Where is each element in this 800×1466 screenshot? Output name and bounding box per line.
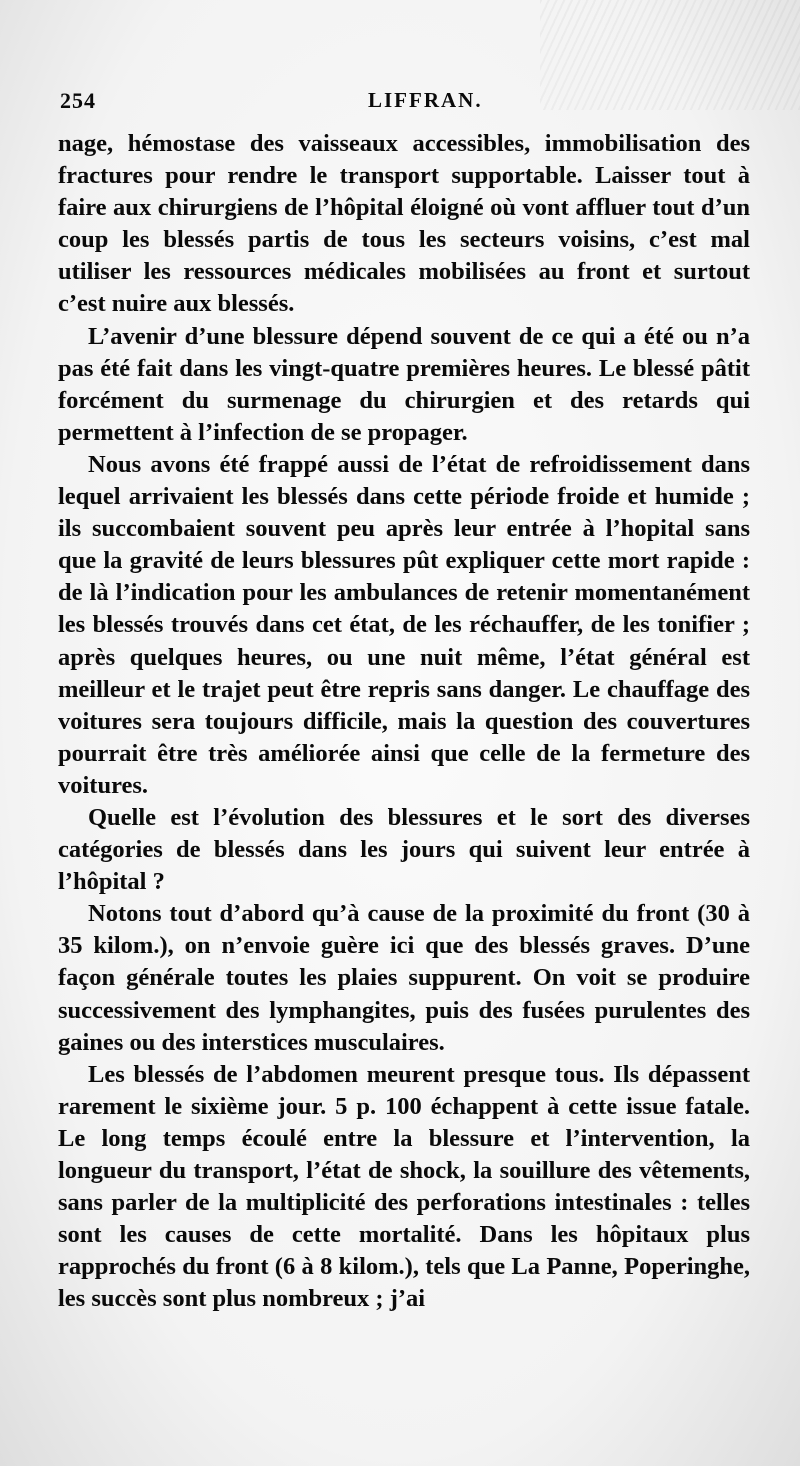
running-head: LIFFRAN. <box>368 88 483 112</box>
paragraph: Quelle est l’évolution des blessures et le sort des diverses catégories de blessés dans les jours qui suivent leur entrée à l’hôpital ? <box>58 803 750 896</box>
page-number: 254 <box>60 88 96 113</box>
paragraph: Les blessés de l’abdomen meurent presque tous. Ils dépassent rarement le sixième jour. 5 p. 100 échappent à cette issue fatale. Le long temps écoulé entre la blessure et l’intervention, la longueur du transport, l’état de shock, la souillure des vêtements, sans parler de la multiplicité des perforations intestinales : telles sont les causes de cette mortalité. Dans les hôpitaux plus rapprochés du front (6 à 8 kilom.), tels que La Panne, Poperinghe, les succès sont plus nombreux ; j’ai <box>58 1060 750 1313</box>
body-text <box>58 128 750 1315</box>
paragraph: Nous avons été frappé aussi de l’état de refroidissement dans lequel arrivaient les blessés dans cette période froide et humide ; ils succombaient souvent peu après leur entrée à l’hopital sans que la gravité de leurs blessures pût expliquer cette mort rapide : de là l’indication pour les ambulances de retenir momentanément les blessés trouvés dans cet état, de les réchauffer, de les tonifier ; après quelques heures, ou une nuit même, l’état général est meilleur et le trajet peut être repris sans danger. Le chauffage des voitures sera toujours difficile, mais la question des couvertures pourrait être très améliorée ainsi que celle de la fermeture des voitures. <box>58 450 750 799</box>
paragraph: Notons tout d’abord qu’à cause de la proximité du front (30 à 35 kilom.), on n’envoie guère ici que des blessés graves. D’une façon générale toutes les plaies suppurent. On voit se produire successivement des lymphangites, puis des fusées purulentes des gaines ou des interstices musculaires. <box>58 900 750 1056</box>
paragraph-continuation: nage, hémostase des vaisseaux accessibles, immobilisation des fractures pour rendre le transport supportable. Laisser tout à faire aux chirurgiens de l’hôpital éloigné où vont affluer tout d’un coup les blessés partis de tous les secteurs voisins, c’est mal utiliser les ressources médicales mobilisées au front et surtout c’est nuire aux blessés. <box>58 130 750 318</box>
paragraph: L’avenir d’une blessure dépend souvent de ce qui a été ou n’a pas été fait dans les vingt-quatre premières heures. Le blessé pâtit forcément du surmenage du chirurgien et des retards qui permettent à l’infection de se propager. <box>58 322 750 446</box>
page-header <box>60 84 748 120</box>
